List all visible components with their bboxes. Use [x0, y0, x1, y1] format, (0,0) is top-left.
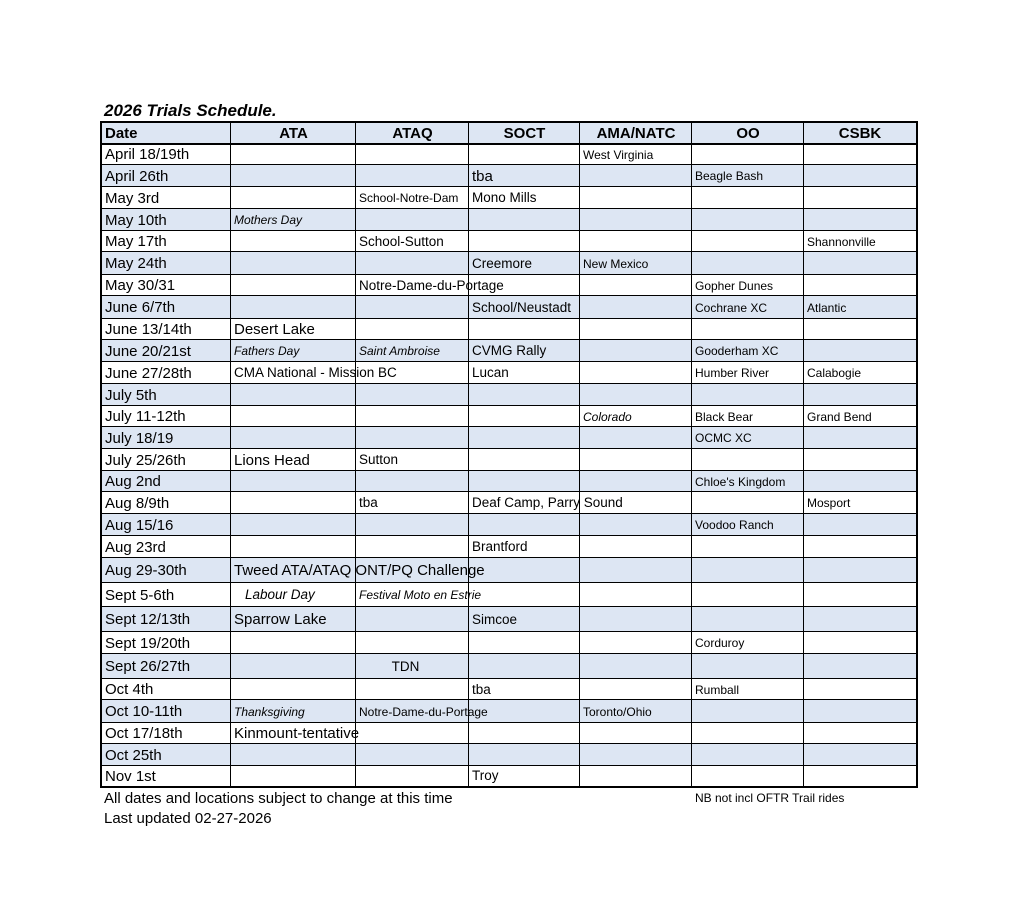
row-divider	[102, 743, 916, 744]
row-date: April 18/19th	[105, 146, 190, 163]
schedule-entry: Calabogie	[807, 366, 862, 380]
row-date: July 5th	[105, 386, 157, 404]
schedule-entry: Simcoe	[472, 611, 518, 627]
row-date: Nov 1st	[105, 767, 156, 785]
schedule-entry: Mono Mills	[472, 190, 537, 206]
schedule-entry: School-Notre-Dam	[359, 191, 459, 205]
header-ata: ATA	[279, 125, 308, 142]
schedule-entry: Mosport	[807, 496, 851, 510]
row-date: May 24th	[105, 255, 167, 272]
row-divider	[102, 722, 916, 723]
schedule-entry: Notre-Dame-du-Portage	[359, 277, 504, 293]
table-row	[102, 471, 916, 492]
schedule-entry: Colorado	[583, 409, 632, 424]
footer-note-oftr: NB not incl OFTR Trail rides	[695, 791, 845, 805]
column-divider	[230, 123, 231, 786]
schedule-entry: Rumball	[695, 682, 740, 697]
schedule-entry: Shannonville	[807, 234, 876, 249]
table-row	[102, 209, 916, 231]
row-date: Aug 23rd	[105, 538, 166, 556]
column-divider	[468, 123, 469, 786]
schedule-entry: West Virginia	[583, 147, 654, 162]
column-divider	[579, 123, 580, 786]
schedule-entry: Grand Bend	[807, 409, 872, 424]
schedule-entry: Sutton	[359, 452, 399, 468]
row-divider	[102, 230, 916, 231]
schedule-entry: Labour Day	[245, 587, 315, 603]
row-date: Oct 4th	[105, 681, 154, 698]
row-date: April 26th	[105, 167, 169, 185]
schedule-entry: Thanksgiving	[234, 704, 305, 719]
schedule-table	[100, 121, 918, 788]
header-csbk: CSBK	[838, 125, 882, 142]
table-row	[102, 723, 916, 744]
table-row	[102, 449, 916, 471]
schedule-entry: Beagle Bash	[695, 169, 764, 183]
row-date: June 27/28th	[105, 364, 192, 382]
table-row	[102, 362, 916, 384]
schedule-entry: School/Neustadt	[472, 299, 572, 315]
row-date: Aug 29-30th	[105, 562, 187, 579]
row-date: Oct 25th	[105, 746, 162, 764]
table-row	[102, 744, 916, 766]
footer-note-updated: Last updated 02-27-2026	[104, 810, 272, 827]
row-date: Aug 15/16	[105, 516, 174, 534]
row-divider	[102, 448, 916, 449]
row-date: Sept 26/27th	[105, 658, 191, 675]
table-row	[102, 165, 916, 187]
schedule-entry: Humber River	[695, 366, 770, 380]
table-row	[102, 766, 916, 786]
table-row	[102, 583, 916, 607]
schedule-entry: School-Sutton	[359, 233, 444, 249]
schedule-entry: Lucan	[472, 365, 509, 381]
schedule-title: 2026 Trials Schedule.	[104, 101, 277, 120]
header-oo: OO	[736, 125, 760, 142]
row-divider	[102, 470, 916, 471]
row-date: June 6/7th	[105, 299, 176, 316]
schedule-entry: Atlantic	[807, 300, 847, 315]
table-row	[102, 700, 916, 723]
row-date: May 3rd	[105, 189, 160, 207]
schedule-entry: Sparrow Lake	[234, 611, 327, 628]
header-ataq: ATAQ	[392, 125, 433, 142]
table-row	[102, 514, 916, 536]
column-divider	[355, 123, 356, 786]
header-soct: SOCT	[503, 125, 546, 142]
row-date: July 25/26th	[105, 451, 186, 469]
row-date: Oct 17/18th	[105, 725, 183, 742]
row-date: June 13/14th	[105, 321, 192, 338]
table-row	[102, 558, 916, 583]
schedule-entry: Creemore	[472, 255, 533, 271]
schedule-entry: Brantford	[472, 539, 528, 555]
footer-note-dates: All dates and locations subject to change at this time	[104, 790, 453, 807]
row-divider	[102, 426, 916, 427]
header-date: Date	[105, 125, 138, 142]
schedule-entry: Notre-Dame-du-Portage	[359, 704, 488, 719]
schedule-entry: Troy	[472, 768, 499, 784]
schedule-entry: tba	[472, 167, 493, 185]
column-divider	[803, 123, 804, 786]
schedule-entry: Black Bear	[695, 409, 754, 424]
schedule-entry: OCMC XC	[695, 431, 752, 445]
row-divider	[102, 405, 916, 406]
row-divider	[102, 699, 916, 700]
row-date: Sept 5-6th	[105, 586, 175, 604]
schedule-entry: Lions Head	[234, 451, 310, 469]
table-row	[102, 319, 916, 340]
table-row	[102, 427, 916, 449]
table-row	[102, 406, 916, 427]
schedule-entry: Voodoo Ranch	[695, 518, 774, 532]
row-date: Sept 12/13th	[105, 611, 191, 628]
schedule-entry: Fathers Day	[234, 344, 300, 358]
schedule-entry: Tweed ATA/ATAQ ONT/PQ Challenge	[234, 562, 485, 579]
row-divider	[102, 164, 916, 165]
header-amanatc: AMA/NATC	[596, 125, 676, 142]
row-date: Aug 2nd	[105, 473, 161, 490]
schedule-entry: Festival Moto en Estrie	[359, 588, 482, 602]
schedule-entry: tba	[359, 495, 378, 511]
row-divider	[102, 582, 916, 583]
schedule-entry: tba	[472, 681, 491, 697]
table-row	[102, 384, 916, 406]
table-row	[102, 275, 916, 296]
schedule-entry: Deaf Camp, Parry Sound	[472, 495, 623, 511]
schedule-entry: Cochrane XC	[695, 300, 768, 315]
schedule-entry: CMA National - Mission BC	[234, 365, 397, 381]
table-row	[102, 679, 916, 700]
row-divider	[102, 383, 916, 384]
schedule-entry: New Mexico	[583, 256, 649, 271]
column-divider	[691, 123, 692, 786]
schedule-entry: CVMG Rally	[472, 343, 547, 359]
table-row	[102, 632, 916, 654]
table-row	[102, 231, 916, 252]
row-date: May 17th	[105, 233, 167, 250]
table-row	[102, 144, 916, 165]
row-date: Aug 8/9th	[105, 494, 170, 512]
schedule-entry: Desert Lake	[234, 321, 315, 338]
row-date: Oct 10-11th	[105, 703, 183, 720]
schedule-entry: Saint Ambroise	[359, 344, 440, 358]
row-divider	[102, 765, 916, 766]
row-date: July 18/19	[105, 429, 174, 447]
schedule-entry: Mothers Day	[234, 213, 303, 227]
row-date: May 10th	[105, 211, 167, 229]
row-date: June 20/21st	[105, 342, 191, 360]
schedule-entry: Kinmount-tentative	[234, 725, 360, 742]
schedule-entry: Corduroy	[695, 636, 745, 650]
schedule-entry: Chloe's Kingdom	[695, 474, 786, 489]
schedule-entry: TDN	[391, 658, 420, 674]
schedule-entry: Gooderham XC	[695, 344, 779, 358]
schedule-entry: Gopher Dunes	[695, 278, 774, 293]
schedule-entry: Toronto/Ohio	[583, 704, 652, 719]
row-date: Sept 19/20th	[105, 634, 191, 652]
row-date: May 30/31	[105, 277, 176, 294]
row-date: July 11-12th	[105, 408, 186, 425]
